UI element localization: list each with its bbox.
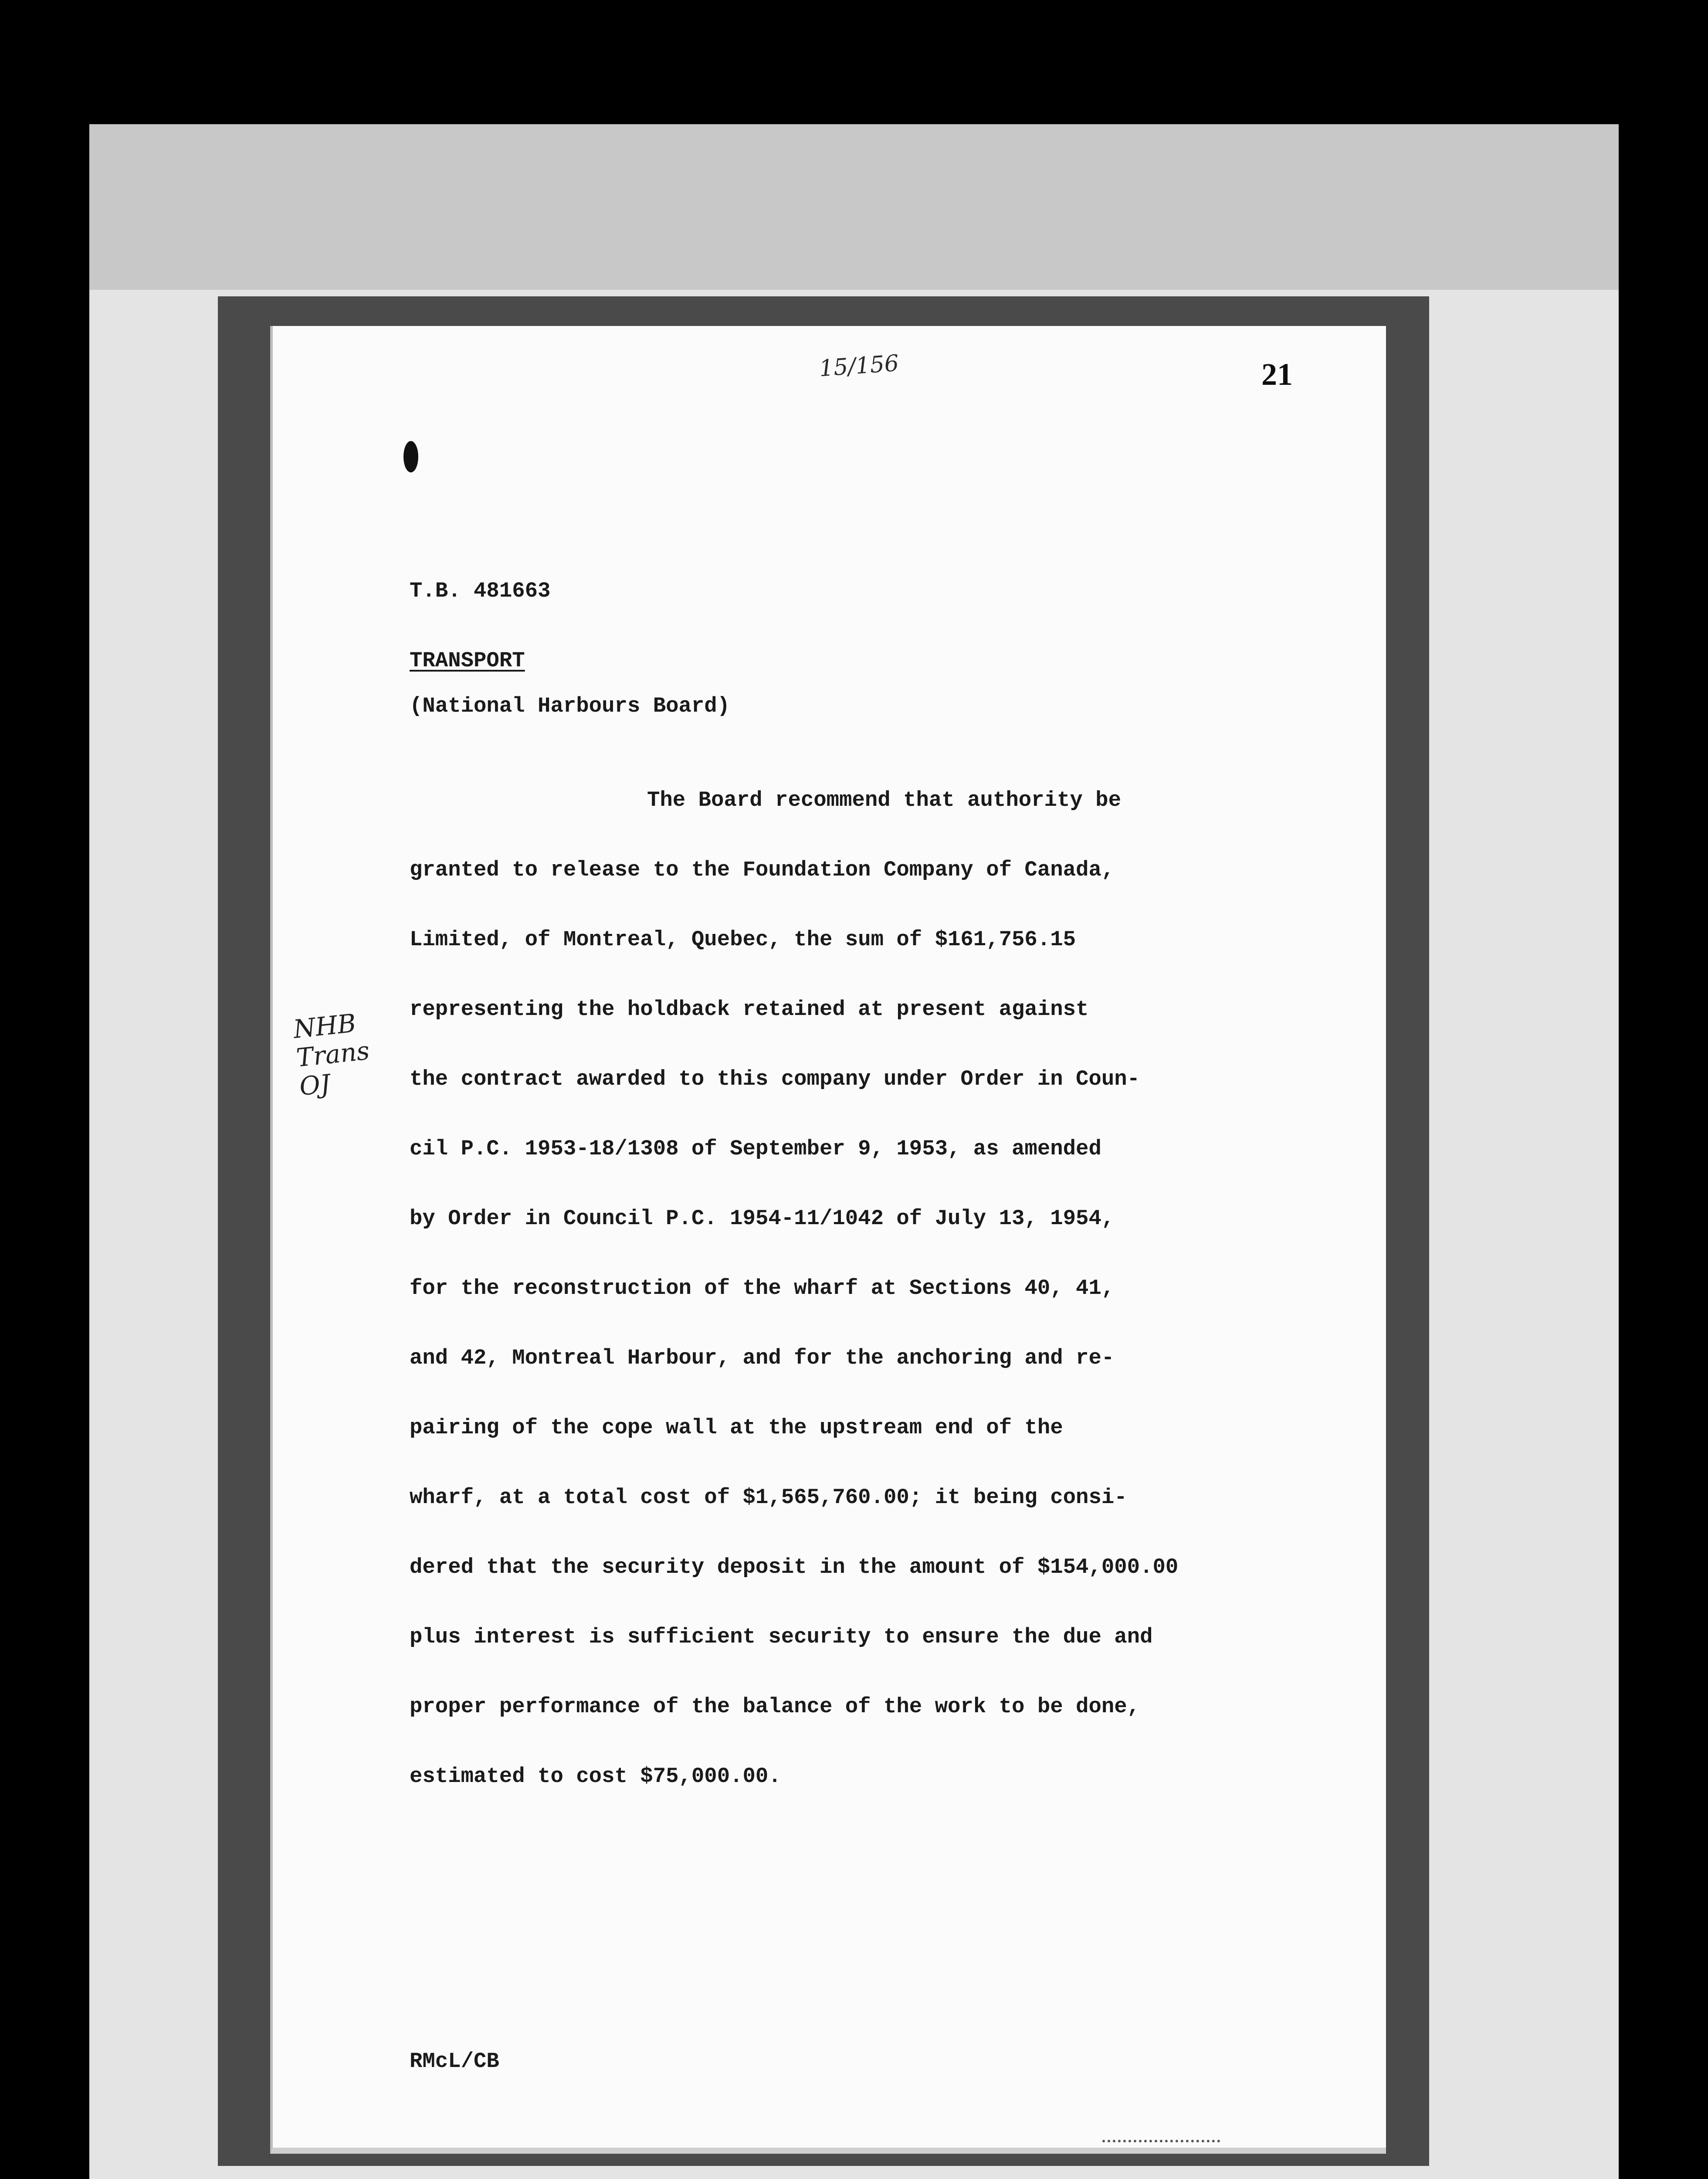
agency-name: (National Harbours Board) — [410, 694, 730, 718]
body-line: granted to release to the Foundation Company of Canada, — [410, 858, 1115, 882]
treasury-board-number: T.B. 481663 — [410, 579, 551, 603]
body-line: representing the holdback retained at present against — [410, 997, 1089, 1022]
department-heading: TRANSPORT — [410, 648, 525, 673]
page-number: 21 — [1261, 357, 1293, 392]
body-line: proper performance of the balance of the work to be done, — [410, 1694, 1140, 1719]
body-line: and 42, Montreal Harbour, and for the anchoring and re- — [410, 1346, 1115, 1370]
typist-initials: RMcL/CB — [410, 2049, 499, 2074]
handwritten-reference: 15/156 — [818, 350, 900, 382]
handwritten-margin-note: NHB Trans OJ — [292, 1008, 371, 1102]
footer-dots — [1102, 2140, 1220, 2145]
body-line: Limited, of Montreal, Quebec, the sum of $161,756.15 — [410, 927, 1076, 952]
backing-band-top — [89, 124, 1619, 290]
body-line: wharf, at a total cost of $1,565,760.00; it being consi- — [410, 1485, 1127, 1510]
punch-hole — [403, 441, 418, 472]
body-line: plus interest is sufficient security to ensure the due and — [410, 1625, 1153, 1649]
body-line: estimated to cost $75,000.00. — [410, 1764, 781, 1789]
body-line: pairing of the cope wall at the upstream end of the — [410, 1415, 1063, 1440]
body-line: by Order in Council P.C. 1954-11/1042 of July 13, 1954, — [410, 1206, 1115, 1231]
body-line: the contract awarded to this company under Order in Coun- — [410, 1067, 1140, 1091]
body-line: cil P.C. 1953-18/1308 of September 9, 1953, as amended — [410, 1137, 1101, 1161]
body-line: dered that the security deposit in the amount of $154,000.00 — [410, 1555, 1179, 1579]
body-line: for the reconstruction of the wharf at Sections 40, 41, — [410, 1276, 1115, 1300]
body-line: The Board recommend that authority be — [647, 788, 1121, 812]
